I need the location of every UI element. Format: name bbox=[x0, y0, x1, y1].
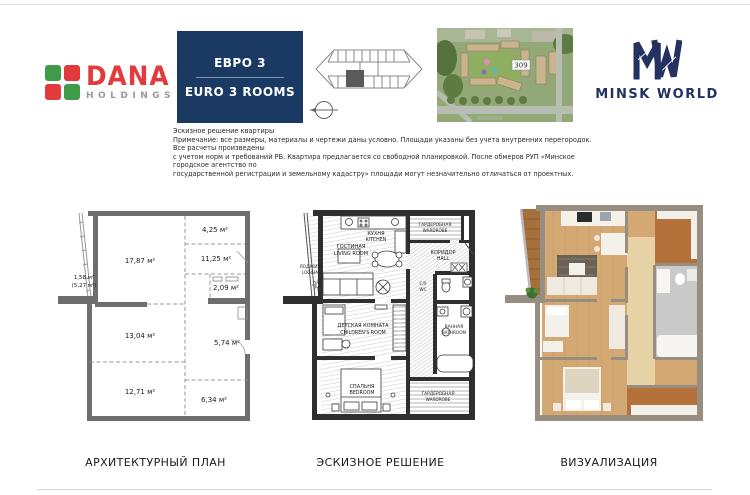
arch-partitions bbox=[90, 216, 250, 416]
arch-area-loggia-full: (5,27 м²) bbox=[71, 283, 97, 289]
caption-sketch-solution: ЭСКИЗНОЕ РЕШЕНИЕ bbox=[316, 456, 445, 469]
caption-architectural-plan: АРХИТЕКТУРНЫЙ ПЛАН bbox=[85, 456, 226, 469]
sk-label-children-ru: ДЕТСКАЯ КОМНАТА bbox=[337, 323, 389, 329]
sk-label-wardrobe-top-en: WARDROBE bbox=[422, 228, 448, 233]
visualization-render bbox=[505, 197, 713, 425]
sk-label-wardrobe-bottom-ru: ГАРДЕРОБНАЯ bbox=[421, 392, 455, 397]
aerial-photo bbox=[437, 28, 573, 122]
arch-area-bedroom: 12,71 м² bbox=[124, 388, 156, 396]
building-floorplate-diagram bbox=[308, 40, 430, 125]
disclaimer-block bbox=[173, 127, 593, 179]
vis-hall-floor bbox=[627, 237, 655, 387]
dana-holdings-logo bbox=[45, 57, 177, 107]
arch-area-hall: 11,25 м² bbox=[200, 255, 232, 263]
disclaimer-title: Эскизное решение квартиры bbox=[173, 127, 275, 135]
dana-square-red-tr bbox=[64, 65, 80, 81]
sk-label-hall-en: HALL bbox=[436, 257, 450, 262]
dana-logo-subtitle: HOLDINGS bbox=[86, 91, 176, 101]
sk-label-loggia-en: LOGGIA bbox=[301, 270, 319, 275]
unit-type-badge bbox=[177, 31, 303, 123]
unit-type-divider bbox=[196, 77, 284, 78]
bottom-divider-line bbox=[37, 489, 712, 490]
arch-area-loggia: 1,58 м² bbox=[73, 275, 95, 281]
architectural-plan bbox=[58, 197, 253, 425]
dana-squares-icon bbox=[45, 65, 80, 100]
arch-area-bath: 5,74 м² bbox=[214, 339, 240, 347]
compass-icon bbox=[310, 102, 338, 119]
sketch-plan bbox=[283, 197, 478, 425]
sk-label-living-ru: ГОСТИНАЯ bbox=[336, 244, 366, 250]
unit-type-en: EURO 3 ROOMS bbox=[184, 84, 296, 99]
minsk-world-wordmark: MINSK WORLD bbox=[595, 87, 719, 102]
unit-type-ru: ЕВРО 3 bbox=[214, 55, 266, 70]
sk-label-living-en: LIVING ROOM bbox=[333, 251, 369, 257]
sk-label-bedroom-ru: СПАЛЬНЯ bbox=[349, 384, 375, 390]
top-divider-line bbox=[0, 4, 750, 5]
sk-label-bath-en: BATHROOM bbox=[441, 330, 467, 335]
sk-label-kitchen-ru: КУХНЯ bbox=[367, 231, 385, 237]
arch-area-children: 13,04 м² bbox=[124, 332, 156, 340]
dana-logo-text: DANA bbox=[86, 61, 170, 92]
sk-label-bath-ru: ВАННАЯ bbox=[444, 325, 464, 330]
sk-label-loggia-ru: ЛОДЖИЯ bbox=[299, 265, 321, 270]
dana-square-green-br bbox=[64, 84, 80, 100]
sk-label-wc-ru: С/У bbox=[419, 281, 427, 286]
sk-label-wc-en: WC bbox=[419, 287, 427, 292]
sk-label-wardrobe-bottom-en: WARDROBE bbox=[425, 397, 451, 402]
sk-entry-mat bbox=[451, 263, 467, 272]
dana-square-red-bl bbox=[45, 84, 61, 100]
caption-visualization: ВИЗУАЛИЗАЦИЯ bbox=[560, 456, 658, 469]
highlighted-unit bbox=[346, 70, 364, 87]
sk-label-children-en: CHILDREN'S ROOM bbox=[340, 331, 386, 336]
sk-label-bedroom-en: BEDROOM bbox=[349, 391, 375, 396]
dana-square-green-tl bbox=[45, 65, 61, 81]
sk-label-hall-ru: КОРИДОР bbox=[430, 250, 456, 256]
minsk-world-monogram-icon bbox=[632, 36, 682, 82]
disclaimer-line-3: государственной регистрации и земельному кадастру» площади могут незначительно отличаться от проектных. bbox=[173, 169, 574, 178]
disclaimer-line-2: с учетом норм и требований РБ. Квартира предлагается со свободной планировкой. После обмеров РУП «Минское городское агентство по bbox=[173, 152, 575, 170]
arch-area-wardrobe: 6,34 м² bbox=[201, 396, 227, 404]
sk-label-wardrobe-top-ru: ГАРДЕРОБНАЯ bbox=[418, 223, 452, 228]
disclaimer-line-1: Примечание: все размеры, материалы и чертежи даны условно. Площади указаны без учета внутренних перегородок. Все расчеты произведены bbox=[173, 135, 592, 153]
minsk-world-logo bbox=[596, 36, 718, 116]
sk-label-kitchen-en: KITCHEN bbox=[365, 238, 387, 243]
arch-area-wc: 2,09 м² bbox=[213, 284, 239, 292]
floorplate-outline bbox=[316, 50, 422, 88]
arch-area-kitchen: 4,25 м² bbox=[202, 226, 228, 234]
building-number-label: 309 bbox=[514, 61, 528, 70]
arch-area-living: 17,87 м² bbox=[124, 257, 156, 265]
